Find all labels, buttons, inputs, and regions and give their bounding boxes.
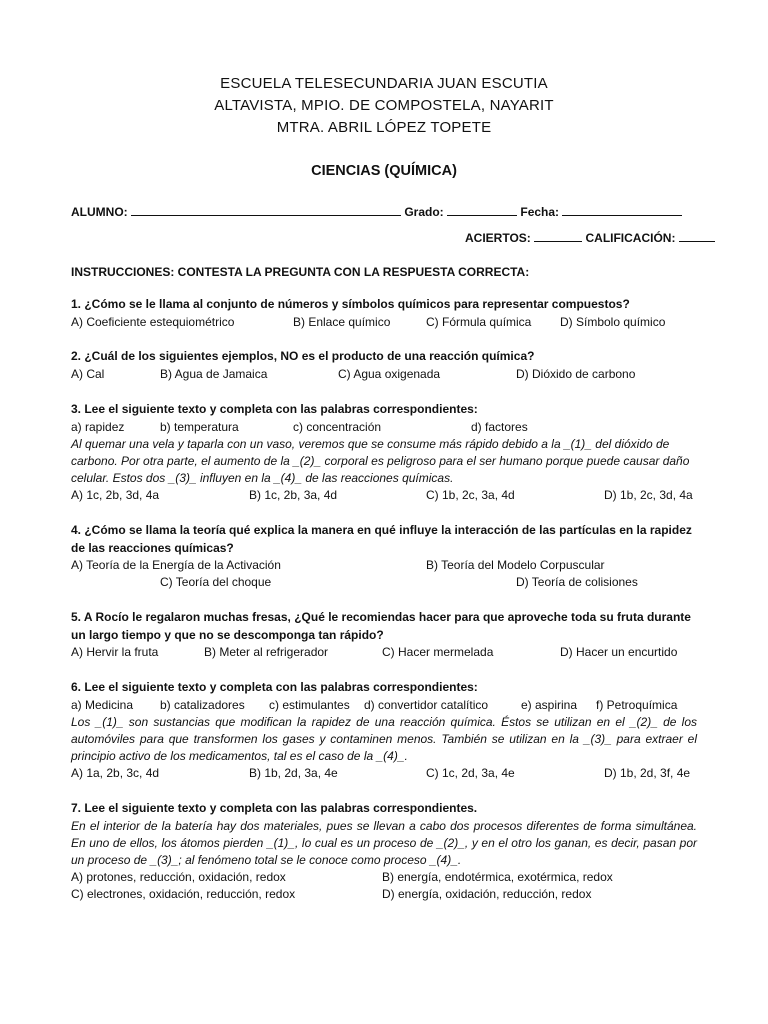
- student-row: [71, 204, 682, 219]
- option-b[interactable]: B) energía, endotérmica, exotérmica, redox: [382, 869, 613, 884]
- word-c: c) estimulantes: [269, 697, 350, 712]
- option-c[interactable]: C) Fórmula química: [426, 314, 532, 329]
- options-row: [71, 869, 697, 886]
- question-6: [71, 679, 697, 782]
- fecha-label: Fecha:: [520, 205, 560, 219]
- word-b: b) temperatura: [160, 419, 239, 434]
- grado-label: Grado:: [404, 205, 444, 219]
- teacher-name: MTRA. ABRIL LÓPEZ TOPETE: [276, 119, 492, 136]
- word-b: b) catalizadores: [160, 697, 245, 712]
- option-b[interactable]: B) Agua de Jamaica: [160, 366, 268, 381]
- question-title: 7. Lee el siguiente texto y completa con las palabras correspondientes.: [71, 801, 478, 815]
- calificacion-blank[interactable]: [679, 230, 715, 242]
- word-d: d) convertidor catalítico: [364, 697, 489, 712]
- question-text: En el interior de la batería hay dos materiales, pues se llevan a cabo dos procesos diferentes de forma simultánea. En uno de ellos, los átomos pierden _(1)_, lo cual es un proceso de _(2)_, y en el otro los ganan, es decir, pasan por un proceso de _(3)_; al fenómeno total se le conoce como proceso _(4)_.: [71, 818, 697, 867]
- options-row: [71, 487, 697, 504]
- question-title: 2. ¿Cuál de los siguientes ejemplos, NO es el producto de una reacción química?: [71, 349, 535, 363]
- option-b[interactable]: B) Meter al refrigerador: [204, 645, 329, 659]
- options-row: [71, 314, 697, 331]
- option-d[interactable]: D) 1b, 2d, 3f, 4e: [604, 765, 691, 780]
- option-c[interactable]: C) 1c, 2d, 3a, 4e: [426, 765, 515, 780]
- question-3: [71, 401, 697, 504]
- aciertos-label: ACIERTOS:: [465, 231, 531, 245]
- question-text: Los _(1)_ son sustancias que modifican la rapidez de una reacción química. Éstos se utilizan en el _(2)_ de los automóviles para que transformen los gases y contaminen menos. También se utilizan en la _(3)_ para extraer el principio activo de los medicamentos, tal es el caso de la _(4)_.: [71, 714, 697, 763]
- option-a[interactable]: A) protones, reducción, oxidación, redox: [71, 869, 286, 884]
- exam-title: CIENCIAS (QUÍMICA): [311, 163, 457, 179]
- option-c[interactable]: C) Teoría del choque: [160, 575, 272, 589]
- option-b[interactable]: B) Enlace químico: [293, 314, 391, 329]
- question-2: [71, 348, 697, 383]
- option-d[interactable]: D) Teoría de colisiones: [516, 575, 638, 589]
- options-row: [71, 886, 697, 903]
- option-d[interactable]: D) Hacer un encurtido: [560, 645, 678, 659]
- word-c: c) concentración: [293, 419, 382, 434]
- options-row: [71, 574, 697, 591]
- option-c[interactable]: C) Agua oxigenada: [338, 366, 441, 381]
- question-title: 3. Lee el siguiente texto y completa con las palabras correspondientes:: [71, 402, 478, 416]
- instructions: INSTRUCCIONES: CONTESTA LA PREGUNTA CON LA RESPUESTA CORRECTA:: [71, 265, 530, 279]
- question-title: 6. Lee el siguiente texto y completa con las palabras correspondientes:: [71, 680, 478, 694]
- question-5: [71, 609, 697, 661]
- options-row: [71, 765, 697, 782]
- option-d[interactable]: D) 1b, 2c, 3d, 4a: [604, 487, 693, 502]
- word-bank: [71, 697, 697, 714]
- option-a[interactable]: A) 1c, 2b, 3d, 4a: [71, 487, 160, 502]
- word-d: d) factores: [471, 419, 528, 434]
- alumno-blank[interactable]: [131, 204, 401, 216]
- question-title: 4. ¿Cómo se llama la teoría qué explica la manera en qué influye la interacción de las partículas en la rapidez de las reacciones químicas?: [71, 523, 692, 555]
- alumno-label: ALUMNO:: [71, 205, 128, 219]
- option-d[interactable]: D) Símbolo químico: [560, 314, 666, 329]
- option-c[interactable]: C) electrones, oxidación, reducción, redox: [71, 886, 296, 901]
- word-a: a) Medicina: [71, 697, 134, 712]
- option-d[interactable]: D) Dióxido de carbono: [516, 366, 636, 381]
- fecha-blank[interactable]: [562, 204, 682, 216]
- question-text: Al quemar una vela y taparla con un vaso, veremos que se consume más rápido debido a la _(1)_ del dióxido de carbono. Por otra parte, el aumento de la _(2)_ corporal es peligroso para el ser humano porque puede causar daño celular. Estos dos _(3)_ influyen en la _(4)_ de las reacciones químicas.: [71, 436, 690, 485]
- calificacion-label: CALIFICACIÓN:: [585, 231, 676, 245]
- option-a[interactable]: A) Teoría de la Energía de la Activación: [71, 558, 281, 572]
- option-c[interactable]: C) Hacer mermelada: [382, 645, 494, 659]
- word-bank: [71, 419, 697, 436]
- question-title: 5. A Rocío le regalaron muchas fresas, ¿Qué le recomiendas hacer para que aproveche toda su fruta durante un largo tiempo y que no se descomponga tan rápido?: [71, 610, 691, 642]
- word-e: e) aspirina: [521, 697, 578, 712]
- question-7: [71, 800, 697, 903]
- question-1: [71, 296, 697, 331]
- option-b[interactable]: B) 1c, 2b, 3a, 4d: [249, 487, 338, 502]
- option-c[interactable]: C) 1b, 2c, 3a, 4d: [426, 487, 515, 502]
- score-row: [465, 230, 715, 245]
- school-header: [0, 73, 768, 139]
- options-row: [71, 557, 697, 574]
- school-location: ALTAVISTA, MPIO. DE COMPOSTELA, NAYARIT: [214, 97, 554, 114]
- question-title: 1. ¿Cómo se le llama al conjunto de números y símbolos químicos para representar compuestos?: [71, 297, 630, 311]
- word-f: f) Petroquímica: [596, 697, 678, 712]
- options-row: [71, 644, 697, 661]
- grado-blank[interactable]: [447, 204, 517, 216]
- option-d[interactable]: D) energía, oxidación, reducción, redox: [382, 886, 592, 901]
- option-b[interactable]: B) Teoría del Modelo Corpuscular: [426, 558, 605, 572]
- aciertos-blank[interactable]: [534, 230, 582, 242]
- option-a[interactable]: A) Cal: [71, 366, 105, 381]
- school-name: ESCUELA TELESECUNDARIA JUAN ESCUTIA: [220, 75, 548, 92]
- question-4: [71, 522, 697, 591]
- option-a[interactable]: A) 1a, 2b, 3c, 4d: [71, 765, 160, 780]
- word-a: a) rapidez: [71, 419, 125, 434]
- options-row: [71, 366, 697, 383]
- option-a[interactable]: A) Coeficiente estequiométrico: [71, 314, 235, 329]
- option-b[interactable]: B) 1b, 2d, 3a, 4e: [249, 765, 338, 780]
- option-a[interactable]: A) Hervir la fruta: [71, 645, 159, 659]
